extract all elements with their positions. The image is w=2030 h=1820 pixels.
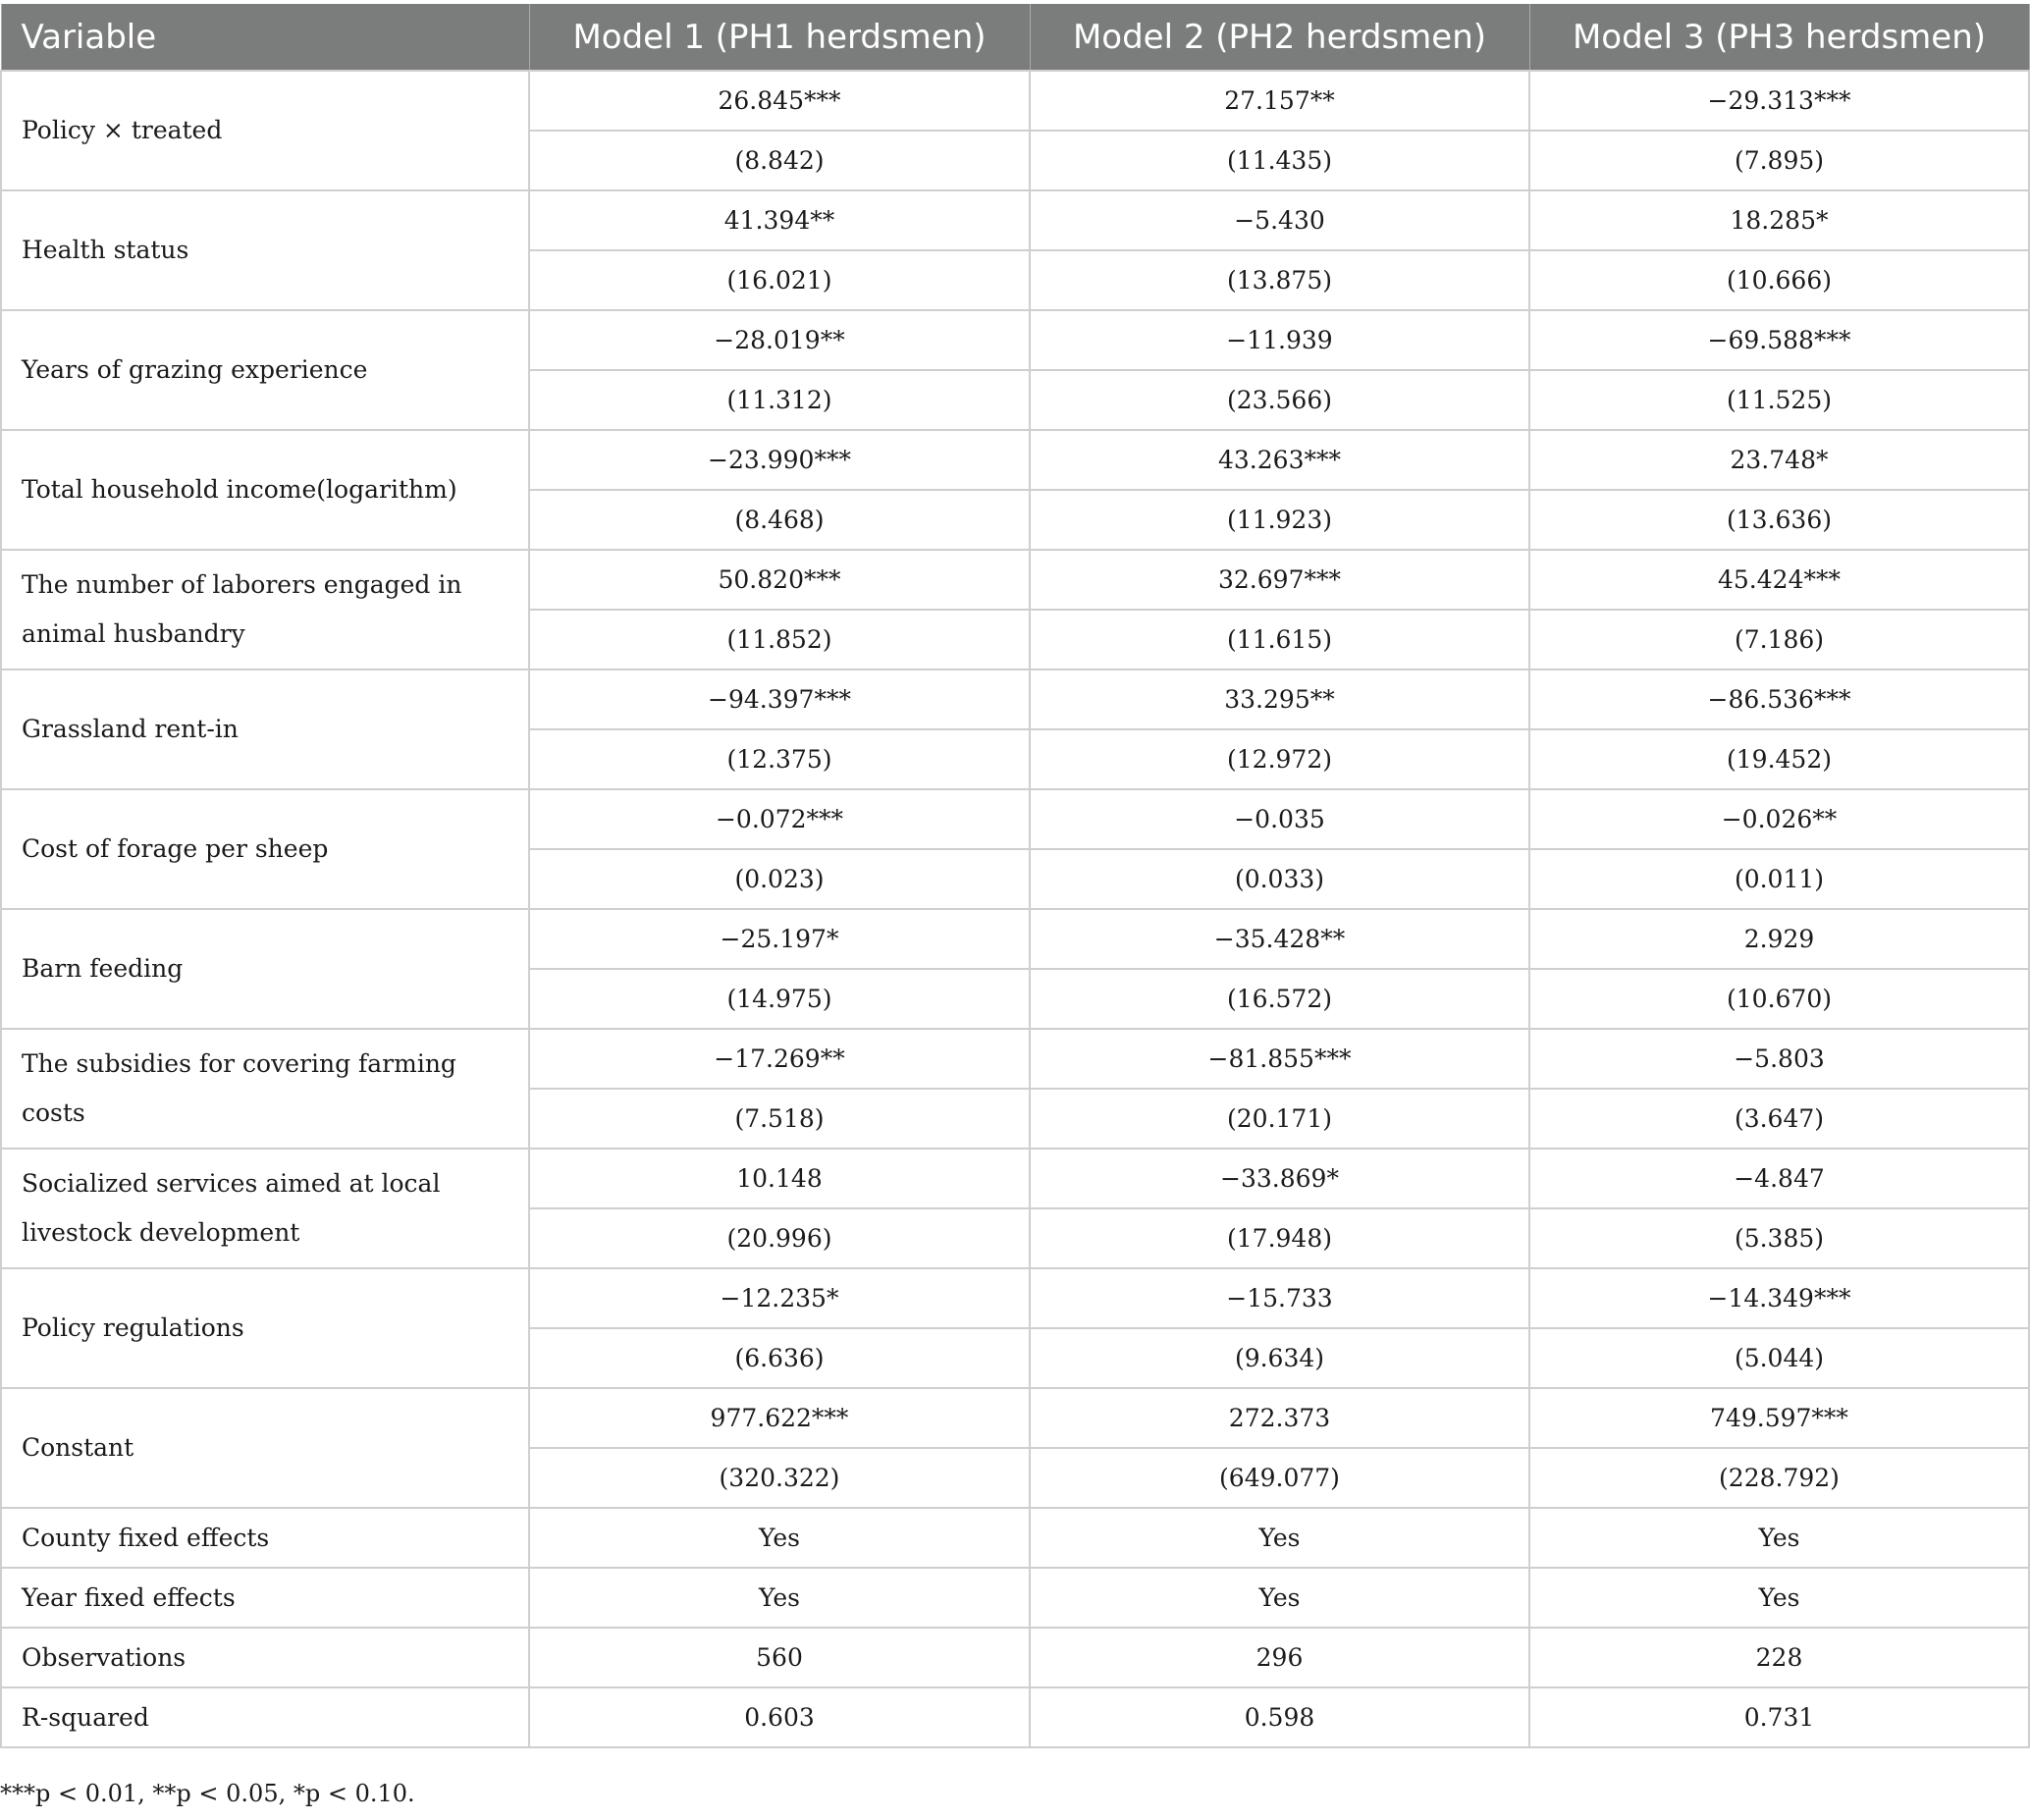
summary-row — [1, 1568, 2029, 1628]
coefficient-cell: −25.197* — [529, 909, 1030, 969]
summary-value: Yes — [529, 1508, 1030, 1568]
header-model-1: Model 1 (PH1 herdsmen) — [529, 4, 1030, 71]
coefficient-row — [1, 550, 2029, 610]
variable-label: The number of laborers engaged in animal husbandry — [1, 550, 529, 669]
coefficient-cell: −28.019** — [529, 310, 1030, 370]
standard-error-cell: (11.615) — [1030, 610, 1529, 669]
variable-label: Grassland rent-in — [1, 669, 529, 789]
standard-error-cell: (8.468) — [529, 490, 1030, 550]
variable-label: Policy regulations — [1, 1268, 529, 1388]
summary-value: 228 — [1529, 1628, 2029, 1687]
summary-value: 0.731 — [1529, 1687, 2029, 1747]
standard-error-cell: (649.077) — [1030, 1448, 1529, 1508]
standard-error-cell: (0.023) — [529, 849, 1030, 909]
coefficient-cell: 26.845*** — [529, 71, 1030, 131]
coefficient-cell: 2.929 — [1529, 909, 2029, 969]
coefficient-row — [1, 1029, 2029, 1089]
coefficient-row — [1, 430, 2029, 490]
standard-error-cell: (9.634) — [1030, 1328, 1529, 1388]
coefficient-cell: 50.820*** — [529, 550, 1030, 610]
summary-row — [1, 1687, 2029, 1747]
coefficient-cell: 18.285* — [1529, 190, 2029, 250]
summary-row — [1, 1628, 2029, 1687]
standard-error-cell: (13.636) — [1529, 490, 2029, 550]
summary-value: Yes — [1529, 1568, 2029, 1628]
standard-error-cell: (23.566) — [1030, 370, 1529, 430]
coefficient-cell: −5.430 — [1030, 190, 1529, 250]
header-model-2: Model 2 (PH2 herdsmen) — [1030, 4, 1529, 71]
summary-value: 0.603 — [529, 1687, 1030, 1747]
standard-error-cell: (228.792) — [1529, 1448, 2029, 1508]
standard-error-cell: (0.011) — [1529, 849, 2029, 909]
coefficient-cell: 43.263*** — [1030, 430, 1529, 490]
standard-error-cell: (8.842) — [529, 131, 1030, 190]
summary-label: County fixed effects — [1, 1508, 529, 1568]
summary-value: 560 — [529, 1628, 1030, 1687]
summary-row — [1, 1508, 2029, 1568]
variable-label: Total household income(logarithm) — [1, 430, 529, 550]
header-variable: Variable — [1, 4, 529, 71]
standard-error-cell: (3.647) — [1529, 1089, 2029, 1149]
coefficient-cell: −4.847 — [1529, 1149, 2029, 1208]
standard-error-cell: (11.852) — [529, 610, 1030, 669]
summary-label: R-squared — [1, 1687, 529, 1747]
coefficient-cell: 10.148 — [529, 1149, 1030, 1208]
coefficient-row — [1, 1388, 2029, 1448]
coefficient-cell: −29.313*** — [1529, 71, 2029, 131]
coefficient-cell: 33.295** — [1030, 669, 1529, 729]
coefficient-row — [1, 71, 2029, 131]
coefficient-row — [1, 909, 2029, 969]
coefficient-cell: 41.394** — [529, 190, 1030, 250]
standard-error-cell: (7.518) — [529, 1089, 1030, 1149]
standard-error-cell: (14.975) — [529, 969, 1030, 1029]
significance-footnote: ***p < 0.01, **p < 0.05, *p < 0.10. — [0, 1780, 415, 1807]
standard-error-cell: (16.021) — [529, 250, 1030, 310]
standard-error-cell: (11.312) — [529, 370, 1030, 430]
coefficient-cell: −14.349*** — [1529, 1268, 2029, 1328]
coefficient-cell: −81.855*** — [1030, 1029, 1529, 1089]
coefficient-row — [1, 669, 2029, 729]
variable-label: Years of grazing experience — [1, 310, 529, 430]
coefficient-cell: −17.269** — [529, 1029, 1030, 1089]
summary-value: 296 — [1030, 1628, 1529, 1687]
regression-table-container — [0, 4, 2028, 1748]
standard-error-cell: (11.435) — [1030, 131, 1529, 190]
coefficient-cell: −12.235* — [529, 1268, 1030, 1328]
coefficient-row — [1, 190, 2029, 250]
standard-error-cell: (11.923) — [1030, 490, 1529, 550]
coefficient-cell: 23.748* — [1529, 430, 2029, 490]
summary-value: 0.598 — [1030, 1687, 1529, 1747]
summary-label: Year fixed effects — [1, 1568, 529, 1628]
variable-label: Policy × treated — [1, 71, 529, 190]
standard-error-cell: (19.452) — [1529, 729, 2029, 789]
table-header — [1, 4, 2029, 71]
variable-label: Constant — [1, 1388, 529, 1508]
coefficient-cell: −35.428** — [1030, 909, 1529, 969]
coefficient-row — [1, 1268, 2029, 1328]
coefficient-cell: −0.035 — [1030, 789, 1529, 849]
header-model-3: Model 3 (PH3 herdsmen) — [1529, 4, 2029, 71]
coefficient-cell: −69.588*** — [1529, 310, 2029, 370]
coefficient-cell: −11.939 — [1030, 310, 1529, 370]
header-row — [1, 4, 2029, 71]
standard-error-cell: (20.996) — [529, 1208, 1030, 1268]
coefficient-cell: −23.990*** — [529, 430, 1030, 490]
summary-value: Yes — [529, 1568, 1030, 1628]
coefficient-cell: −5.803 — [1529, 1029, 2029, 1089]
standard-error-cell: (5.385) — [1529, 1208, 2029, 1268]
standard-error-cell: (0.033) — [1030, 849, 1529, 909]
standard-error-cell: (12.375) — [529, 729, 1030, 789]
coefficient-cell: 45.424*** — [1529, 550, 2029, 610]
variable-label: The subsidies for covering farming costs — [1, 1029, 529, 1149]
standard-error-cell: (10.666) — [1529, 250, 2029, 310]
variable-label: Health status — [1, 190, 529, 310]
regression-table — [0, 4, 2030, 1748]
coefficient-cell: 749.597*** — [1529, 1388, 2029, 1448]
coefficient-row — [1, 310, 2029, 370]
standard-error-cell: (10.670) — [1529, 969, 2029, 1029]
standard-error-cell: (320.322) — [529, 1448, 1030, 1508]
summary-value: Yes — [1030, 1508, 1529, 1568]
standard-error-cell: (7.895) — [1529, 131, 2029, 190]
coefficient-cell: −33.869* — [1030, 1149, 1529, 1208]
coefficient-cell: −86.536*** — [1529, 669, 2029, 729]
variable-label: Cost of forage per sheep — [1, 789, 529, 909]
standard-error-cell: (16.572) — [1030, 969, 1529, 1029]
variable-label: Socialized services aimed at local livestock development — [1, 1149, 529, 1268]
coefficient-cell: 272.373 — [1030, 1388, 1529, 1448]
coefficient-cell: 977.622*** — [529, 1388, 1030, 1448]
standard-error-cell: (7.186) — [1529, 610, 2029, 669]
standard-error-cell: (6.636) — [529, 1328, 1030, 1388]
coefficient-cell: 27.157** — [1030, 71, 1529, 131]
coefficient-cell: −94.397*** — [529, 669, 1030, 729]
summary-label: Observations — [1, 1628, 529, 1687]
standard-error-cell: (20.171) — [1030, 1089, 1529, 1149]
coefficient-cell: −0.072*** — [529, 789, 1030, 849]
standard-error-cell: (12.972) — [1030, 729, 1529, 789]
coefficient-row — [1, 1149, 2029, 1208]
coefficient-cell: −15.733 — [1030, 1268, 1529, 1328]
standard-error-cell: (13.875) — [1030, 250, 1529, 310]
standard-error-cell: (11.525) — [1529, 370, 2029, 430]
variable-label: Barn feeding — [1, 909, 529, 1029]
coefficient-cell: 32.697*** — [1030, 550, 1529, 610]
standard-error-cell: (5.044) — [1529, 1328, 2029, 1388]
coefficient-row — [1, 789, 2029, 849]
summary-value: Yes — [1529, 1508, 2029, 1568]
summary-value: Yes — [1030, 1568, 1529, 1628]
standard-error-cell: (17.948) — [1030, 1208, 1529, 1268]
coefficient-cell: −0.026** — [1529, 789, 2029, 849]
table-body — [1, 71, 2029, 1747]
